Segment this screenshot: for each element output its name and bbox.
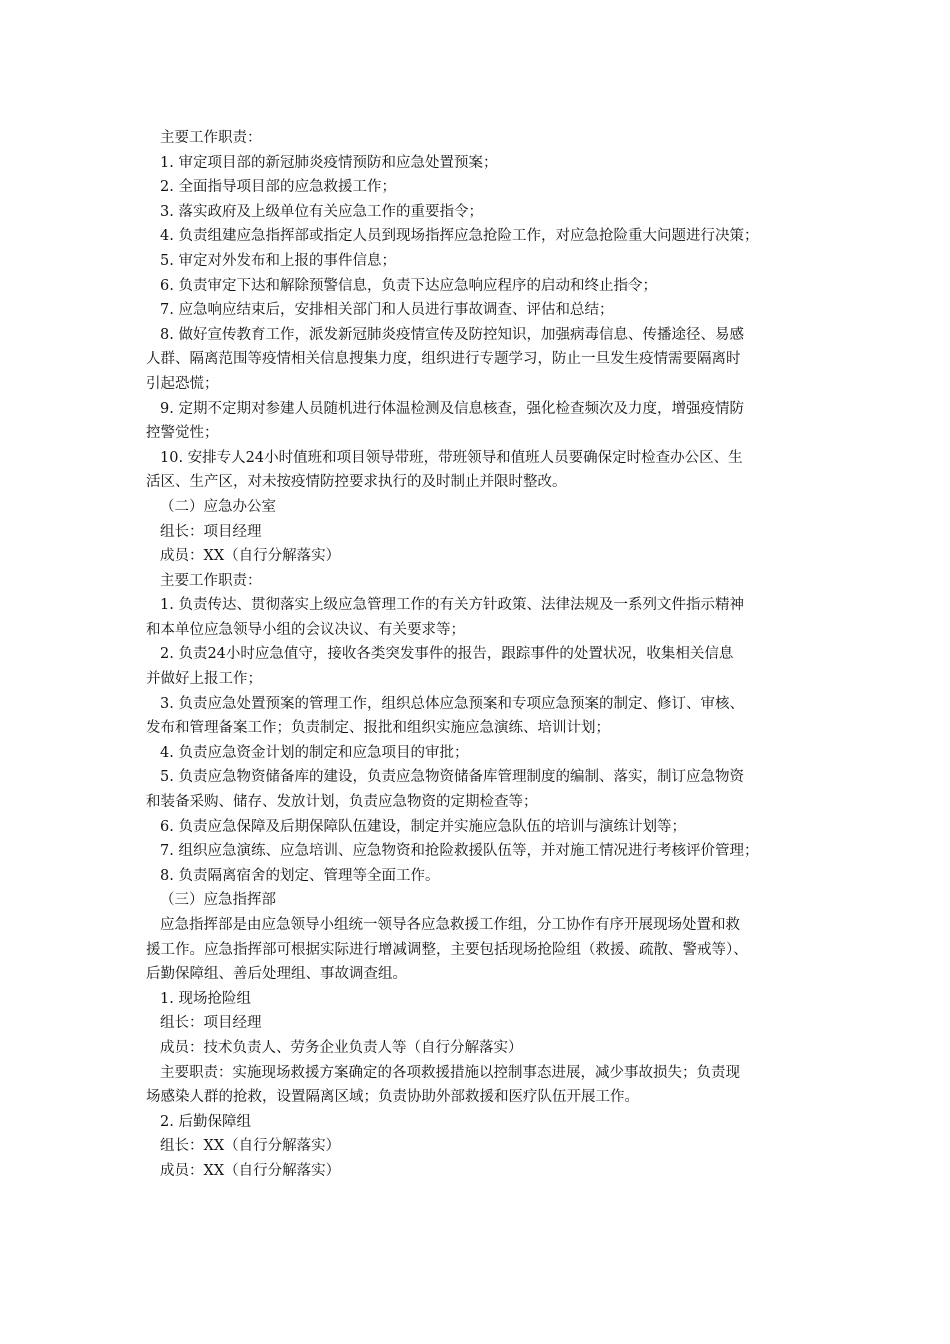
paragraph-line: 6. 负责应急保障及后期保障队伍建设，制定并实施应急队伍的培训与演练计划等； (160, 818, 686, 835)
paragraph-line: 5. 负责应急物资储备库的建设，负责应急物资储备库管理制度的编制、落实，制订应急物资 (160, 769, 744, 786)
paragraph-line: 8. 做好宣传教育工作，派发新冠肺炎疫情宣传及防控知识，加强病毒信息、传播途径、易感 (160, 326, 744, 343)
paragraph-line: 3. 落实政府及上级单位有关应急工作的重要指令； (160, 203, 483, 220)
paragraph-line: 和本单位应急领导小组的会议决议、有关要求等； (146, 621, 465, 638)
paragraph-line: 3. 负责应急处置预案的管理工作，组织总体应急预案和专项应急预案的制定、修订、审核、 (160, 695, 744, 712)
paragraph-line: 应急指挥部是由应急领导小组统一领导各应急救援工作组，分工协作有序开展现场处置和救 (160, 917, 740, 933)
paragraph-line: 2. 全面指导项目部的应急救援工作； (160, 179, 396, 196)
paragraph-line: 并做好上报工作； (146, 671, 262, 688)
paragraph-line: 发布和管理备案工作；负责制定、报批和组织实施应急演练、培训计划； (146, 720, 610, 737)
paragraph-line: 和装备采购、储存、发放计划，负责应急物资的定期检查等； (146, 794, 538, 811)
paragraph-line: 组长：项目经理 (160, 523, 262, 540)
paragraph-line: 主要工作职责： (160, 130, 262, 146)
document-body (138, 126, 818, 1184)
paragraph-line: 1. 现场抢险组 (160, 990, 251, 1007)
paragraph-line: 控警觉性； (146, 425, 219, 442)
paragraph-line: 主要工作职责： (160, 572, 262, 589)
paragraph-line: 10. 安排专人24小时值班和项目领导带班，带班领导和值班人员要确保定时检查办公区、生 (160, 449, 743, 466)
paragraph-line: 2. 负责24小时应急值守，接收各类突发事件的报告，跟踪事件的处置状况，收集相关信息 (160, 646, 734, 663)
paragraph-line: 5. 审定对外发布和上报的事件信息； (160, 252, 396, 269)
paragraph-line: 9. 定期不定期对参建人员随机进行体温检测及信息核查，强化检查频次及力度，增强疫情防 (160, 400, 744, 417)
paragraph-line: 4. 负责组建应急指挥部或指定人员到现场指挥应急抢险工作，对应急抢险重大问题进行决策； (160, 228, 759, 245)
paragraph-line: 成员：XX（自行分解落实） (160, 1162, 341, 1179)
paragraph-line: 7. 应急响应结束后，安排相关部门和人员进行事故调查、评估和总结； (160, 302, 614, 319)
paragraph-line: 2. 后勤保障组 (160, 1113, 251, 1130)
paragraph-line: 组长：XX（自行分解落实） (160, 1138, 341, 1155)
paragraph-line: 4. 负责应急资金计划的制定和应急项目的审批； (160, 744, 469, 761)
paragraph-line: 组长：项目经理 (160, 1015, 262, 1032)
paragraph-line: 主要职责：实施现场救援方案确定的各项救援措施以控制事态进展，减少事故损失；负责现 (160, 1064, 740, 1081)
paragraph-line: 7. 组织应急演练、应急培训、应急物资和抢险救援队伍等，并对施工情况进行考核评价管理； (160, 843, 759, 860)
paragraph-line: 成员：技术负责人、劳务企业负责人等（自行分解落实） (160, 1039, 523, 1056)
paragraph-line: 活区、生产区，对未按疫情防控要求执行的及时制止并限时整改。 (146, 474, 567, 491)
paragraph-line: 8. 负责隔离宿舍的划定、管理等全面工作。 (160, 867, 440, 884)
paragraph-line: （二）应急办公室 (160, 498, 276, 515)
paragraph-line: 1. 负责传达、贯彻落实上级应急管理工作的有关方针政策、法律法规及一系列文件指示精神 (160, 597, 744, 614)
paragraph-line: 成员：XX（自行分解落实） (160, 548, 341, 565)
paragraph-line: 6. 负责审定下达和解除预警信息，负责下达应急响应程序的启动和终止指令； (160, 277, 657, 294)
paragraph-line: 人群、隔离范围等疫情相关信息搜集力度，组织进行专题学习，防止一旦发生疫情需要隔离时 (146, 351, 741, 368)
paragraph-line: 场感染人群的抢救，设置隔离区域；负责协助外部救援和医疗队伍开展工作。 (146, 1089, 639, 1106)
paragraph-line: 后勤保障组、善后处理组、事故调查组。 (146, 966, 407, 983)
paragraph-line: 1. 审定项目部的新冠肺炎疫情预防和应急处置预案； (160, 154, 498, 171)
paragraph-line: （三）应急指挥部 (160, 892, 276, 909)
paragraph-line: 援工作。应急指挥部可根据实际进行增减调整，主要包括现场抢险组（救援、疏散、警戒等）、 (146, 941, 748, 958)
paragraph-line: 引起恐慌； (146, 375, 219, 392)
